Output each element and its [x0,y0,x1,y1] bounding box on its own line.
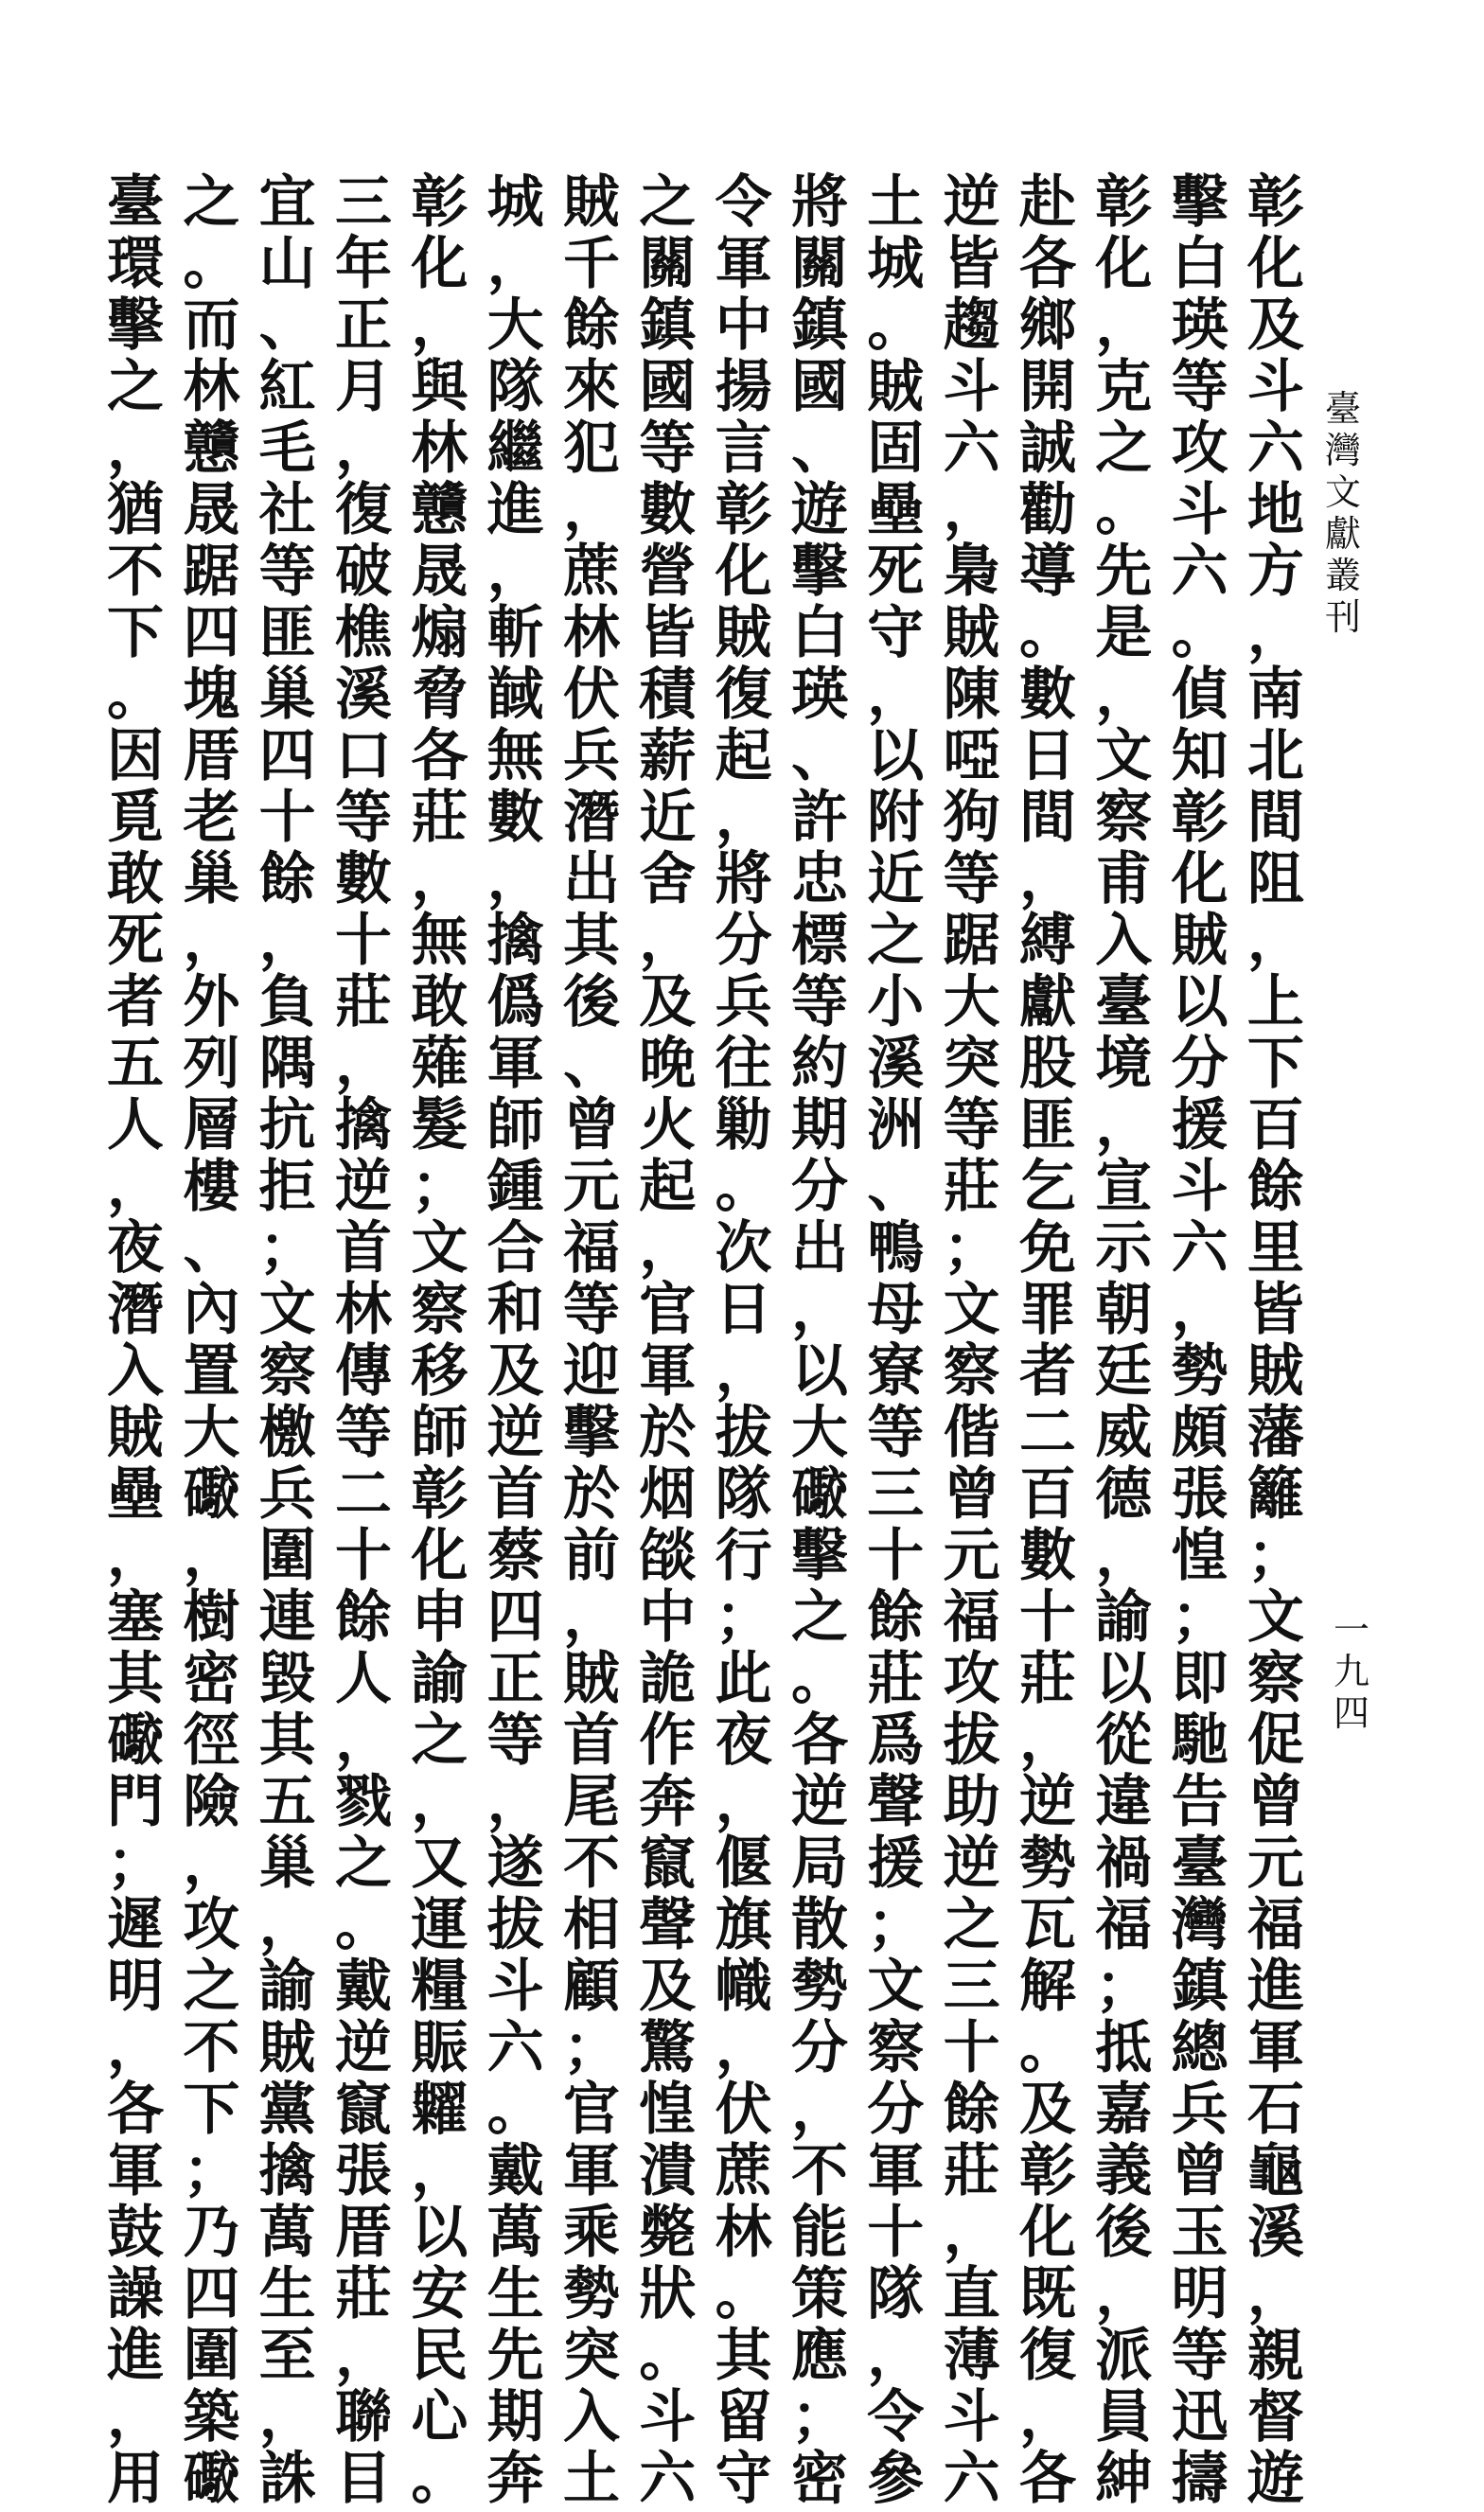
text-column: 賊千餘來犯，蔗林伏兵潛出其後、曾元福等迎擊於前，賊首尾不相顧；官軍乘勢突入土 [562,169,620,2512]
text-column: 土城。賊固壘死守，以附近之小溪洲、鴨母寮等三十餘莊爲聲援；文察分軍十隊，令參 [867,169,925,2512]
text-column: 宜山、紅毛社等匪巢四十餘，負隅抗拒；文察檄兵圍連毀其五巢，諭賊黨擒萬生至，誅 [258,169,316,2512]
text-column: 臺環擊之，猶不下。因覓敢死者五人，夜潛入賊壘，塞其礮門；遲明，各軍鼓譟進，用 [107,169,164,2512]
text-column: 彰化，克之。先是，文察甫入臺境，宣示朝廷威德，諭以從違禍福；抵嘉義後，派員紳 [1095,169,1153,2512]
page-number: 一九四 [1333,1609,1369,1734]
text-column: 彰化，與林戇晟煽脅各莊，無敢薙髮；文察移師彰化申諭之，又運糧賑糶，以安民心。 [411,169,468,2512]
text-column: 令軍中揚言彰化賊復起，將分兵往勦。次日，拔隊行；此夜，偃旗幟，伏蔗林。其留守 [715,169,772,2512]
text-column: 將關鎮國、遊擊白瑛、許忠標等約期分出，以大礮擊之。各逆局散勢分，不能策應；密 [790,169,848,2512]
text-column: 三年正月，復破樵溪口等數十莊，擒逆首林傳等二十餘人，戮之。戴逆竄張厝莊，聯目 [334,169,392,2512]
text-column: 之。而林戇晟踞四塊厝老巢，外列層樓、內置大礮，樹密徑險，攻之不下；乃四圍築礮 [183,169,240,2512]
text-column: 赴各鄉開誠勸導。數日間，縛獻股匪乞免罪者二百數十莊，逆勢瓦解。及彰化既復，各 [1018,169,1076,2512]
text-column: 彰化及斗六地方，南北間阻，上下百餘里皆賊藩籬；文察促曾元福進軍石龜溪，親督遊 [1246,169,1304,2512]
text-column: 城，大隊繼進，斬馘無數，擒僞軍師鍾合和及逆首蔡四正等，遂拔斗六。戴萬生先期奔 [486,169,544,2512]
body-text [102,169,1309,2512]
text-column: 擊白瑛等攻斗六。偵知彰化賊以分援斗六，勢頗張惶；即馳告臺灣鎮總兵曾玉明等迅擣 [1171,169,1228,2512]
series-title: 臺灣文獻叢刊 [1324,388,1363,638]
text-column: 逆皆趨斗六，梟賊陳啞狗等踞大突等莊；文察偕曾元福攻拔助逆之三十餘莊，直薄斗六 [943,169,1000,2512]
text-column: 之關鎮國等數營皆積薪近舍，及晚火起，官軍於烟燄中詭作奔竄聲及驚惶潰斃狀。斗六 [639,169,697,2512]
